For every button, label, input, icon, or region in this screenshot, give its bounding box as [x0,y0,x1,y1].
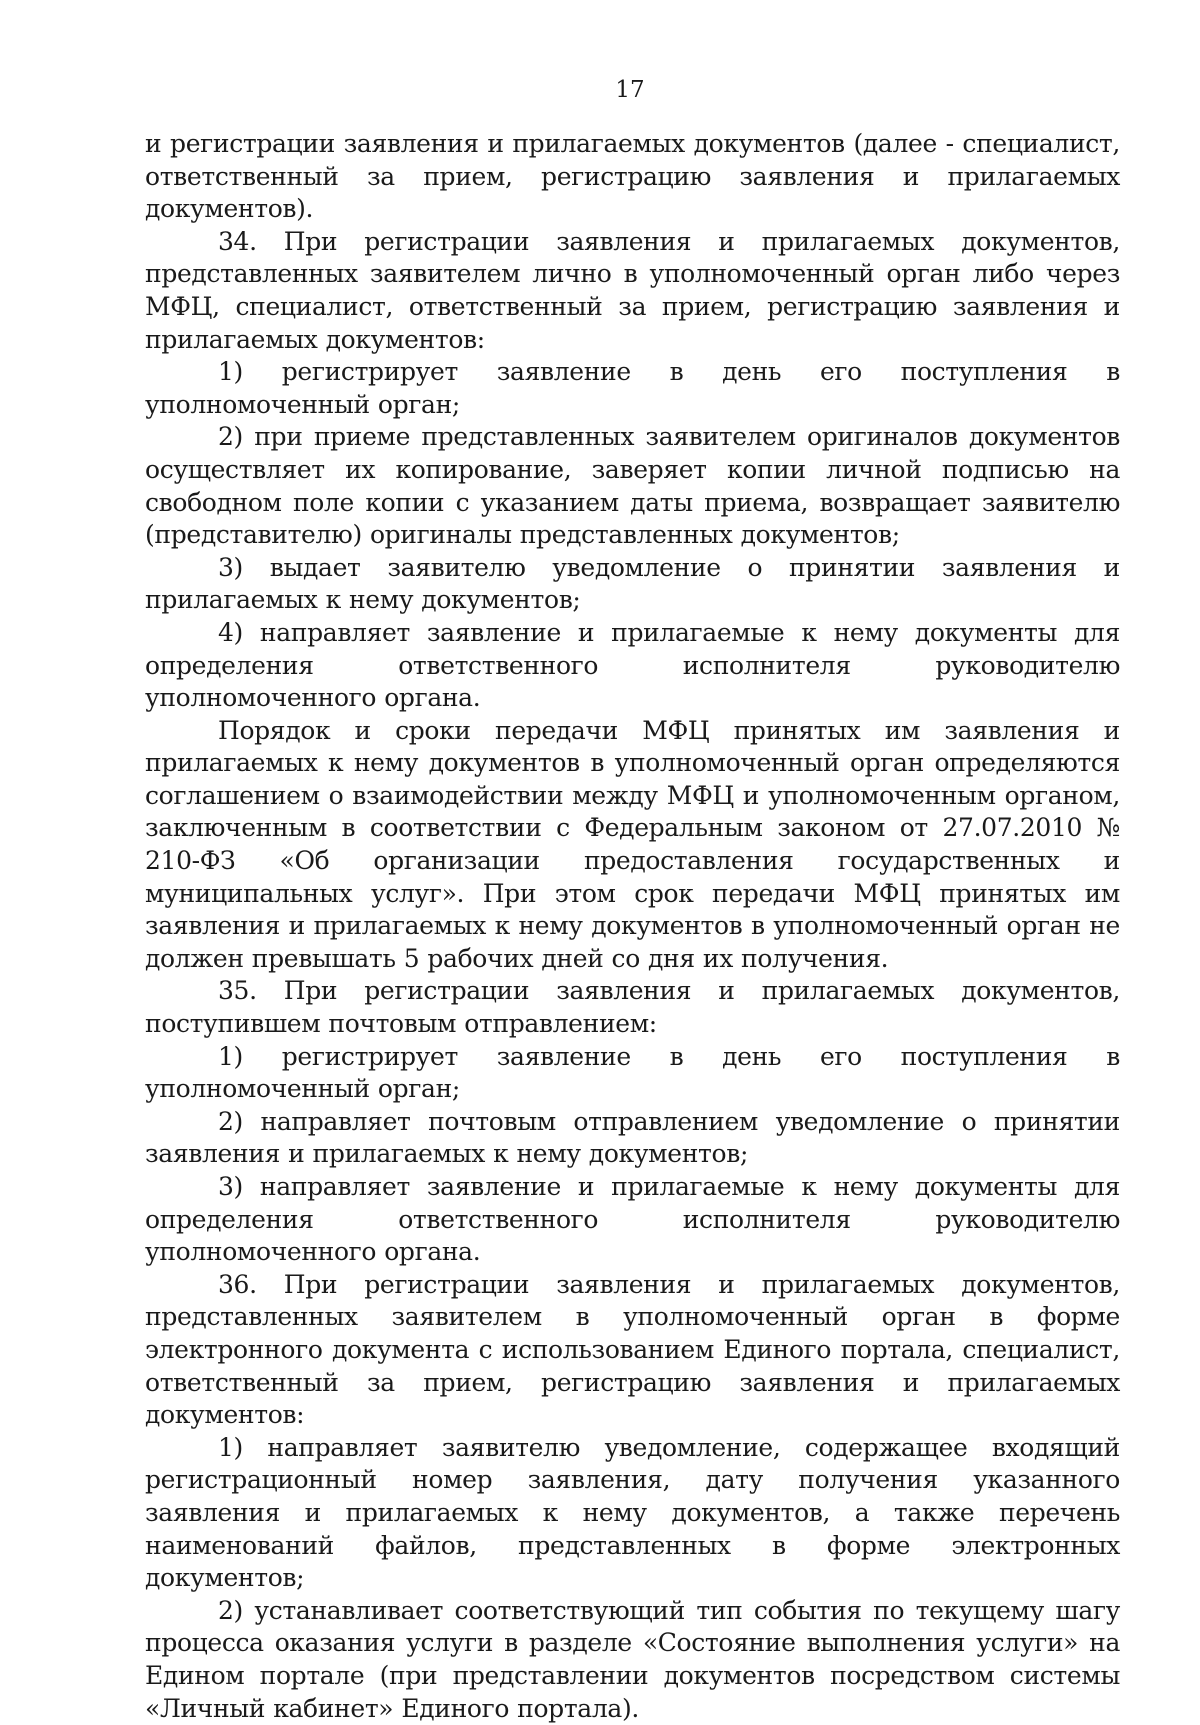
paragraph: 2) направляет почтовым отправлением уведомление о принятии заявления и прилагаемых к нему документов; [145,1106,1120,1169]
paragraph: 3) направляет заявление и прилагаемые к нему документы для определения ответственного исполнителя руководителю уполномоченного органа. [145,1172,1120,1267]
paragraph: 36. При регистрации заявления и прилагаемых документов, представленных заявителем в уполномоченный орган в форме электронного документа с использованием Единого портала, специалист, ответственный за прием, регистрацию заявления и прилагаемых документов: [145,1269,1120,1430]
paragraph: и регистрации заявления и прилагаемых документов (далее - специалист, ответственный за прием, регистрацию заявления и прилагаемых документов). [145,129,1120,224]
document-body [145,128,1120,1725]
paragraph: 35. При регистрации заявления и прилагаемых документов, поступившем почтовым отправлением: [145,976,1120,1039]
paragraph: 1) направляет заявителю уведомление, содержащее входящий регистрационный номер заявления, дату получения указанного заявления и прилагаемых к нему документов, а также перечень наименований файлов, представленных в форме электронных документов; [145,1432,1120,1593]
paragraph: 4) направляет заявление и прилагаемые к нему документы для определения ответственного исполнителя руководителю уполномоченного органа. [145,617,1120,713]
paragraph: 34. При регистрации заявления и прилагаемых документов, представленных заявителем лично в уполномоченный орган либо через МФЦ, специалист, ответственный за прием, регистрацию заявления и прилагаемых документов: [145,226,1120,354]
paragraph: Порядок и сроки передачи МФЦ принятых им заявления и прилагаемых к нему документов в уполномоченный орган определяются соглашением о взаимодействии между МФЦ и уполномоченным органом, заключенным в соответствии с Федеральным законом от 27.07.2010 № 210-ФЗ «Об организации предоставления государственных и муниципальных услуг». При этом срок передачи МФЦ принятых им заявления и прилагаемых к нему документов в уполномоченный орган не должен превышать 5 рабочих дней со дня их получения. [145,715,1120,973]
paragraph: 1) регистрирует заявление в день его поступления в уполномоченный орган; [145,357,1120,419]
paragraph: 3) выдает заявителю уведомление о принятии заявления и прилагаемых к нему документов; [145,552,1120,615]
paragraph: 2) при приеме представленных заявителем оригиналов документов осуществляет их копирование, заверяет копии личной подписью на свободном поле копии с указанием даты приема, возвращает заявителю (представителю) оригиналы представленных документов; [145,422,1120,550]
paragraph: 1) регистрирует заявление в день его поступления в уполномоченный орган; [145,1041,1120,1104]
paragraph: 2) устанавливает соответствующий тип события по текущему шагу процесса оказания услуги в разделе «Состояние выполнения услуги» на Едином портале (при представлении документов посредством системы «Личный кабинет» Единого портала). [145,1595,1120,1723]
page-number: 17 [615,77,645,103]
